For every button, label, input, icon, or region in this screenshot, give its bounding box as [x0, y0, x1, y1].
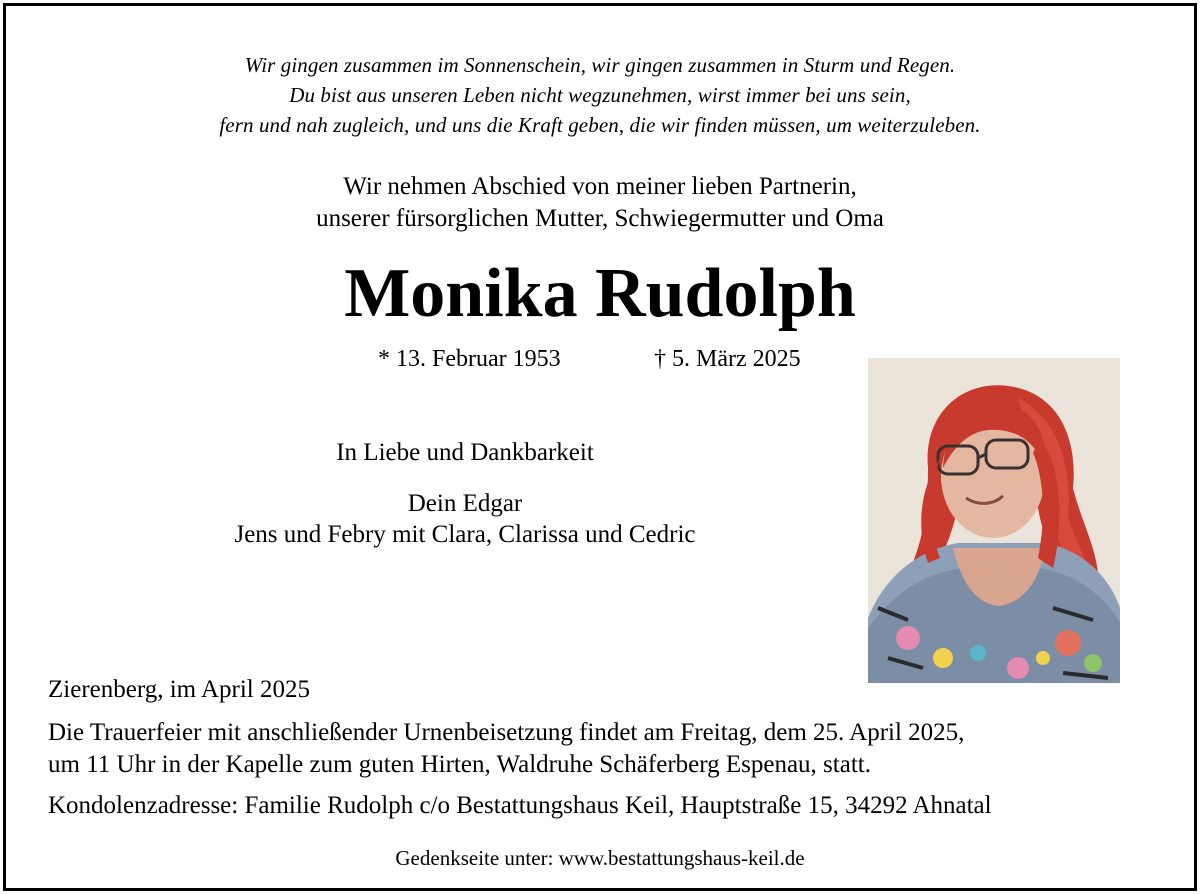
memorial-page: Gedenkseite unter: www.bestattungshaus-keil.de — [395, 846, 805, 870]
mourner-line: Dein Edgar — [407, 490, 523, 517]
portrait-photo — [868, 358, 1120, 683]
obituary-notice — [3, 3, 1197, 891]
ceremony-line: um 11 Uhr in der Kapelle zum guten Hirten, Waldruhe Schäferberg Espenau, statt. — [48, 751, 871, 778]
ceremony-info — [48, 717, 964, 781]
poem-line: Du bist aus unseren Leben nicht wegzunehmen, wirst immer bei uns sein, — [289, 83, 911, 107]
farewell-intro — [6, 171, 1194, 235]
birth-date: * 13. Februar 1953 — [378, 346, 561, 372]
poem-line: fern und nah zugleich, und uns die Kraft geben, die wir finden müssen, um weiterzuleben. — [219, 113, 981, 137]
poem — [6, 50, 1194, 140]
mourner-line: Jens und Febry mit Clara, Clarissa und Cedric — [234, 521, 696, 548]
intro-line: unserer fürsorglichen Mutter, Schwiegermutter und Oma — [316, 205, 884, 232]
intro-line: Wir nehmen Abschied von meiner lieben Partnerin, — [343, 173, 857, 200]
place-date: Zierenberg, im April 2025 — [48, 676, 310, 703]
poem-line: Wir gingen zusammen im Sonnenschein, wir gingen zusammen in Sturm und Regen. — [244, 53, 956, 77]
ceremony-line: Die Trauerfeier mit anschließender Urnenbeisetzung findet am Freitag, dem 25. April 2025, — [48, 719, 965, 746]
thanks-heading: In Liebe und Dankbarkeit — [336, 439, 594, 466]
portrait-illustration — [868, 358, 1120, 683]
mourners — [6, 488, 924, 550]
deceased-name: Monika Rudolph — [344, 255, 856, 332]
condolence-address: Kondolenzadresse: Familie Rudolph c/o Bestattungshaus Keil, Hauptstraße 15, 34292 Ahnatal — [48, 792, 992, 819]
death-date: † 5. März 2025 — [654, 346, 801, 372]
